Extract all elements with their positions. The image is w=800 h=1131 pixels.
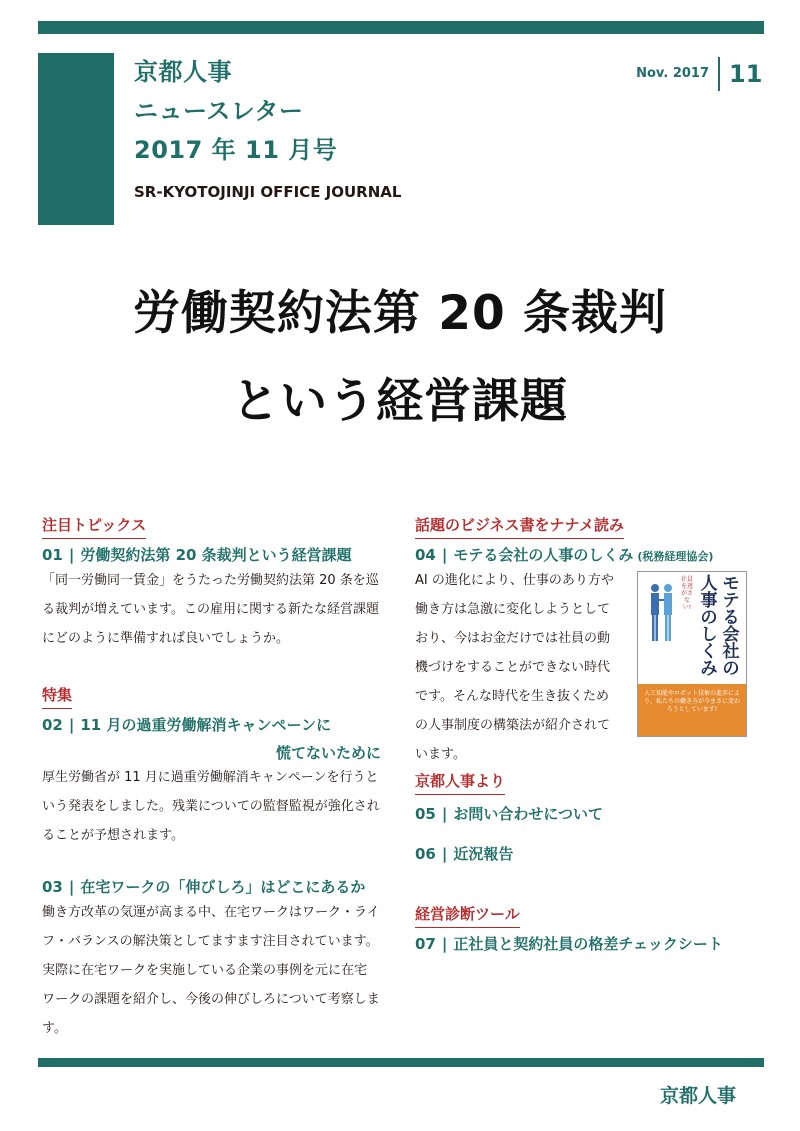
book-cover-title-1: モテる会社の [722,574,740,679]
toc-item-title: 近況報告 [453,845,514,863]
toc-item-04[interactable] [415,544,713,565]
toc-separator: | [68,878,75,896]
issue-number: 11 [729,60,763,88]
toc-item-publisher: (税務経理協会) [637,550,714,563]
section-label-kyoto-jinji: 京都人事より [415,770,505,795]
summary-line: おり、今はお金だけでは社員の動 [415,631,611,646]
summary-line: ワークの課題を紹介し、今後の伸びしろについて考察しま [42,992,380,1007]
toc-separator: | [441,845,448,863]
toc-item-title: お問い合わせについて [453,805,604,823]
toc-item-02-title-cont[interactable]: 慌てないために [276,744,382,762]
toc-item-title: モテる会社の人事のしくみ [453,546,634,564]
toc-item-03[interactable] [42,876,365,897]
masthead-subtitle: ニュースレター [134,97,304,125]
toc-separator: | [441,935,448,953]
masthead-color-block [38,53,114,225]
summary-04 [415,566,630,769]
masthead-issue-label: 2017 年 11 月号 [134,136,338,164]
toc-item-number: 04 [415,546,436,564]
top-bar [38,21,764,34]
toc-item-05[interactable] [415,803,603,824]
book-cover-tagline: 社員を逃がさない! [681,576,694,611]
summary-line: 働き方改革の気運が高まる中、在宅ワークはワーク・ライ [42,905,380,920]
section-label-feature: 特集 [42,684,72,709]
toc-item-number: 01 [42,546,63,564]
summary-01 [42,566,392,653]
toc-item-07[interactable] [415,933,723,954]
summary-line: ることが予想されます。 [42,828,184,843]
toc-item-02[interactable] [42,714,331,735]
toc-separator: | [68,716,75,734]
summary-line: 「同一労働同一賃金」をうたった労働契約法第 20 条を巡 [42,573,379,588]
summary-line: いう発表をしました。残業についての監督監視が強化され [42,799,380,814]
book-cover-title-2: 人事のしくみ [700,574,718,679]
book-cover-image [637,571,747,737]
section-label-diagnosis-tool: 経営診断ツール [415,903,520,928]
toc-item-number: 07 [415,935,436,953]
toc-item-06[interactable] [415,843,513,864]
bottom-bar [38,1058,764,1067]
toc-separator: | [441,546,448,564]
masthead-title: 京都人事 [134,58,232,86]
book-cover-top [638,572,746,684]
summary-line: 実際に在宅ワークを実施している企業の事例を元に在宅 [42,963,368,978]
toc-item-number: 06 [415,845,436,863]
summary-line: です。そんな時代を生き抜くため [415,689,609,704]
summary-line: AI の進化により、仕事のあり方や [415,573,614,588]
toc-separator: | [68,546,75,564]
toc-item-number: 02 [42,716,63,734]
toc-item-title: 労働契約法第 20 条裁判という経営課題 [80,546,352,564]
footer-brand: 京都人事 [660,1085,737,1107]
summary-line: 機づけをすることができない時代 [415,660,611,675]
headline-line1: 労働契約法第 20 条裁判 [132,286,668,341]
summary-line: 働き方は急激に変化しようとして [415,602,611,617]
book-cover-bottom [638,684,746,736]
summary-03 [42,898,392,1043]
toc-item-number: 03 [42,878,63,896]
toc-separator: | [441,805,448,823]
people-icon [646,580,676,646]
headline-line2: という経営課題 [232,374,568,429]
section-label-topics: 注目トピックス [42,514,146,539]
summary-line: 厚生労働省が 11 月に過重労働解消キャンペーンを行うと [42,770,379,785]
issue-divider [718,57,720,91]
summary-02 [42,763,392,850]
toc-item-number: 05 [415,805,436,823]
toc-item-01[interactable] [42,544,352,565]
summary-line: います。 [415,747,466,762]
issue-date: Nov. 2017 [636,66,709,81]
summary-line: フ・バランスの解決策としてますます注目されています。 [42,934,379,949]
toc-item-title: 11 月の過重労働解消キャンペーンに [80,716,332,734]
section-label-business-books: 話題のビジネス書をナナメ読み [415,514,624,539]
summary-line: る裁判が増えています。この雇用に関する新たな経営課題 [42,602,379,617]
journal-name: SR-KYOTOJINJI OFFICE JOURNAL [134,183,402,201]
business-people-illustration [646,580,676,646]
toc-item-title: 正社員と契約社員の格差チェックシート [453,935,723,953]
toc-item-title: 在宅ワークの「伸びしろ」はどこにあるか [80,878,366,896]
summary-line: にどのように準備すれば良いでしょうか。 [42,631,290,646]
book-cover-blurb: 人工知能やロボット技術の進歩により、私たちの働き方が今まさに変わろうとしています! [644,690,741,713]
summary-line: す。 [42,1021,67,1036]
summary-line: の人事制度の構築法が紹介されて [415,718,611,733]
